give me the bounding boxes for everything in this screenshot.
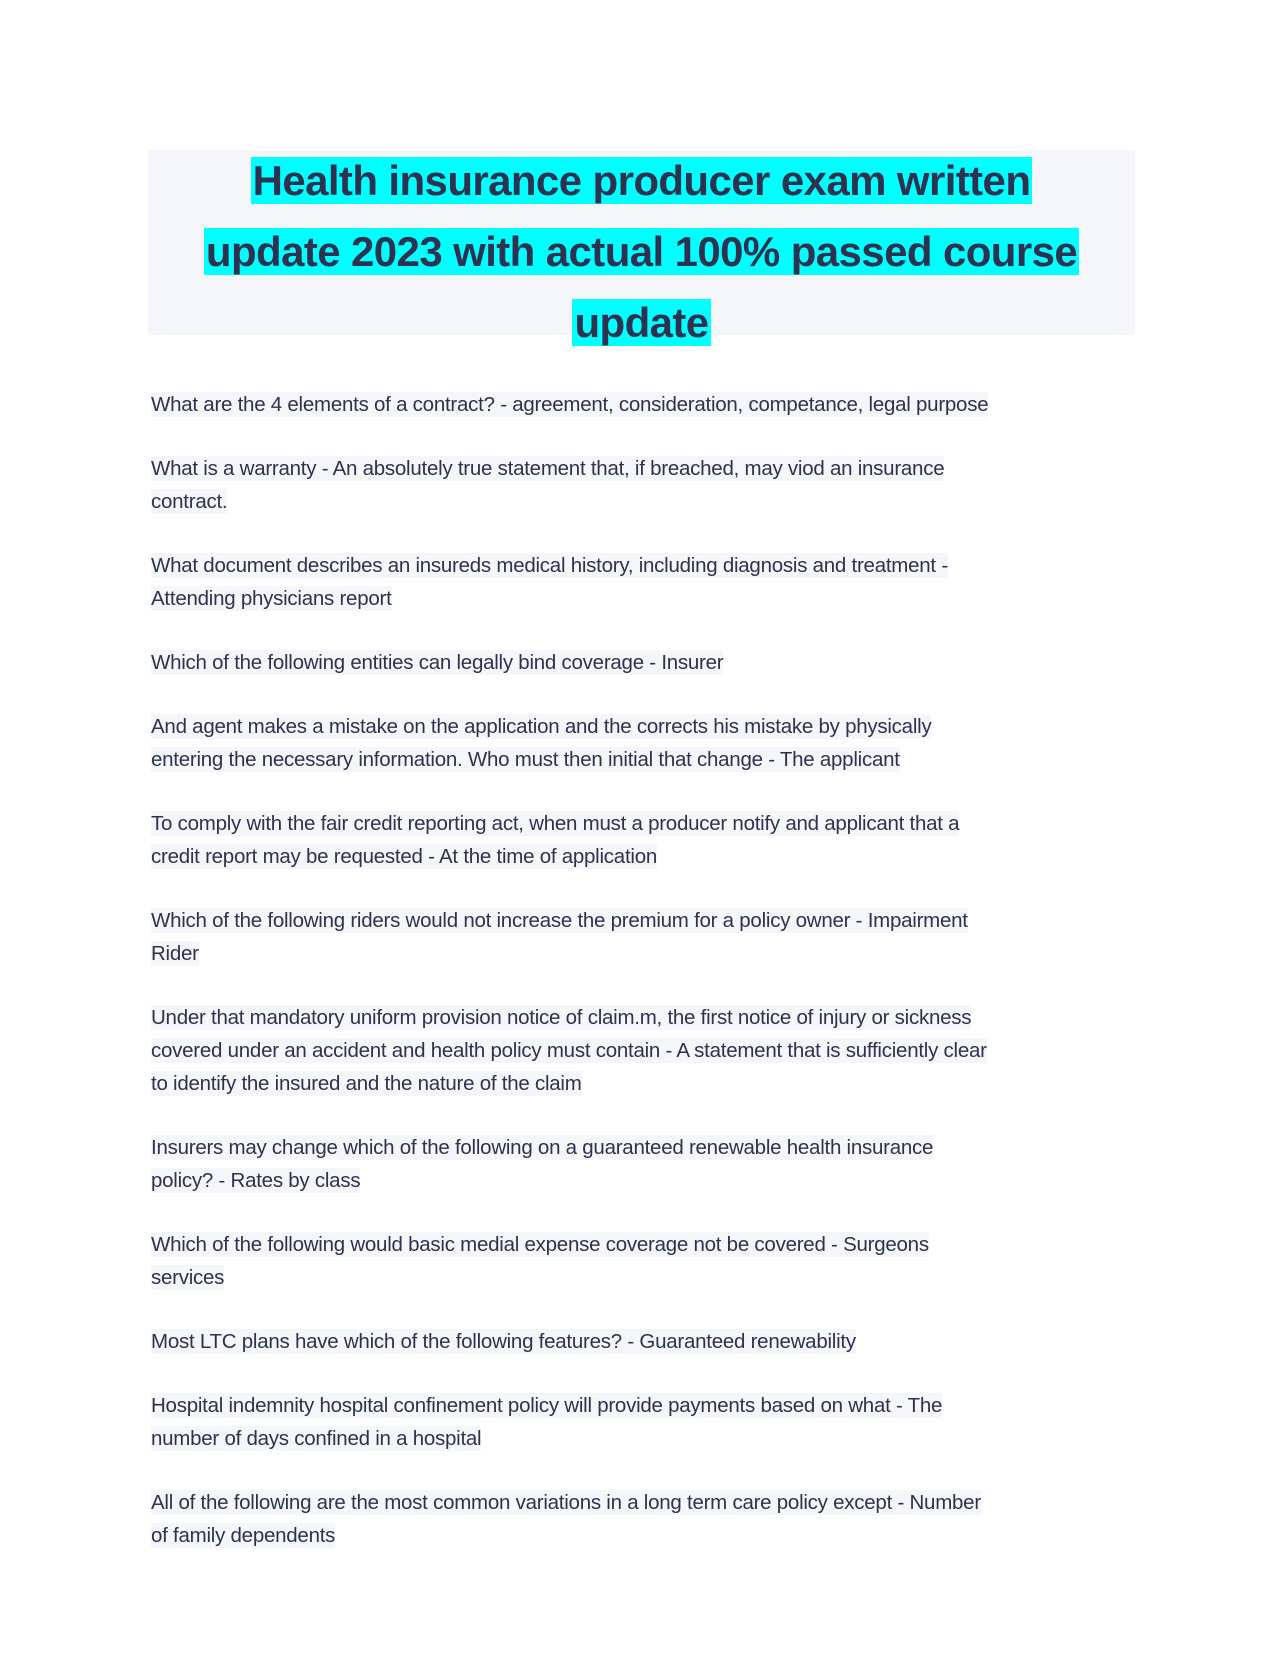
qa-item [151,453,1151,519]
qa-line [151,744,1151,777]
qa-line-text: to identify the insured and the nature of the claim [151,1072,582,1095]
qa-line-text: of family dependents [151,1524,336,1547]
qa-line-text: To comply with the fair credit reporting act, when must a producer notify and applicant that a [151,812,960,835]
qa-line-text: credit report may be requested - At the time of application [151,845,657,868]
qa-line [151,583,1151,616]
qa-line [151,647,1151,680]
title-line-text: update [574,299,709,346]
title-line [148,221,1135,292]
qa-line [151,905,1151,938]
qa-line-text: contract. [151,490,228,513]
qa-line [151,550,1151,583]
qa-line [151,1262,1151,1295]
qa-line-text: services [151,1266,225,1289]
qa-line [151,1002,1151,1035]
qa-line [151,1423,1151,1456]
qa-item [151,550,1151,616]
qa-item [151,647,1151,680]
qa-line-text: Insurers may change which of the following on a guaranteed renewable health insurance [151,1136,934,1159]
qa-line-text: Which of the following would basic medial expense coverage not be covered - Surgeons [151,1233,929,1256]
qa-item [151,1326,1151,1359]
title-line-text: update 2023 with actual 100% passed course [205,228,1078,275]
title-line-text: Health insurance producer exam written [252,157,1031,204]
qa-line-text: number of days confined in a hospital [151,1427,482,1450]
qa-item [151,1487,1151,1553]
qa-line [151,1165,1151,1198]
qa-line-text: Which of the following entities can legally bind coverage - Insurer [151,651,724,674]
qa-line-text: Attending physicians report [151,587,392,610]
qa-line [151,1390,1151,1423]
qa-line-text: covered under an accident and health policy must contain - A statement that is sufficiently clear [151,1039,987,1062]
qa-line [151,938,1151,971]
qa-line [151,711,1151,744]
qa-item [151,1002,1151,1101]
qa-line-text: Hospital indemnity hospital confinement policy will provide payments based on what - The [151,1394,943,1417]
qa-line [151,389,1151,422]
qa-line [151,1520,1151,1553]
qa-line [151,1035,1151,1068]
qa-line [151,841,1151,874]
qa-item [151,1390,1151,1456]
qa-line-text: entering the necessary information. Who must then initial that change - The applicant [151,748,900,771]
title-line [148,150,1135,221]
qa-item [151,389,1151,422]
qa-item [151,1132,1151,1198]
document-title [148,150,1135,346]
qa-line-text: All of the following are the most common variations in a long term care policy except - Number [151,1491,981,1514]
qa-item [151,1229,1151,1295]
qa-line [151,808,1151,841]
qa-line [151,1326,1151,1359]
qa-item [151,905,1151,971]
qa-line-text: Which of the following riders would not increase the premium for a policy owner - Impairment [151,909,968,932]
qa-list [151,389,1151,1584]
qa-line-text: Rider [151,942,199,965]
qa-line [151,453,1151,486]
qa-line-text: What document describes an insureds medical history, including diagnosis and treatment - [151,554,948,577]
qa-line-text: Under that mandatory uniform provision notice of claim.m, the first notice of injury or sickness [151,1006,972,1029]
qa-line [151,1132,1151,1165]
title-line [148,292,1135,363]
qa-item [151,711,1151,777]
qa-line-text: And agent makes a mistake on the application and the corrects his mistake by physically [151,715,932,738]
qa-line-text: What are the 4 elements of a contract? - agreement, consideration, competance, legal purpose [151,393,989,416]
qa-line [151,1487,1151,1520]
qa-line [151,1068,1151,1101]
qa-item [151,808,1151,874]
qa-line-text: Most LTC plans have which of the following features? - Guaranteed renewability [151,1330,856,1353]
qa-line [151,486,1151,519]
qa-line-text: What is a warranty - An absolutely true statement that, if breached, may viod an insurance [151,457,945,480]
qa-line-text: policy? - Rates by class [151,1169,361,1192]
qa-line [151,1229,1151,1262]
